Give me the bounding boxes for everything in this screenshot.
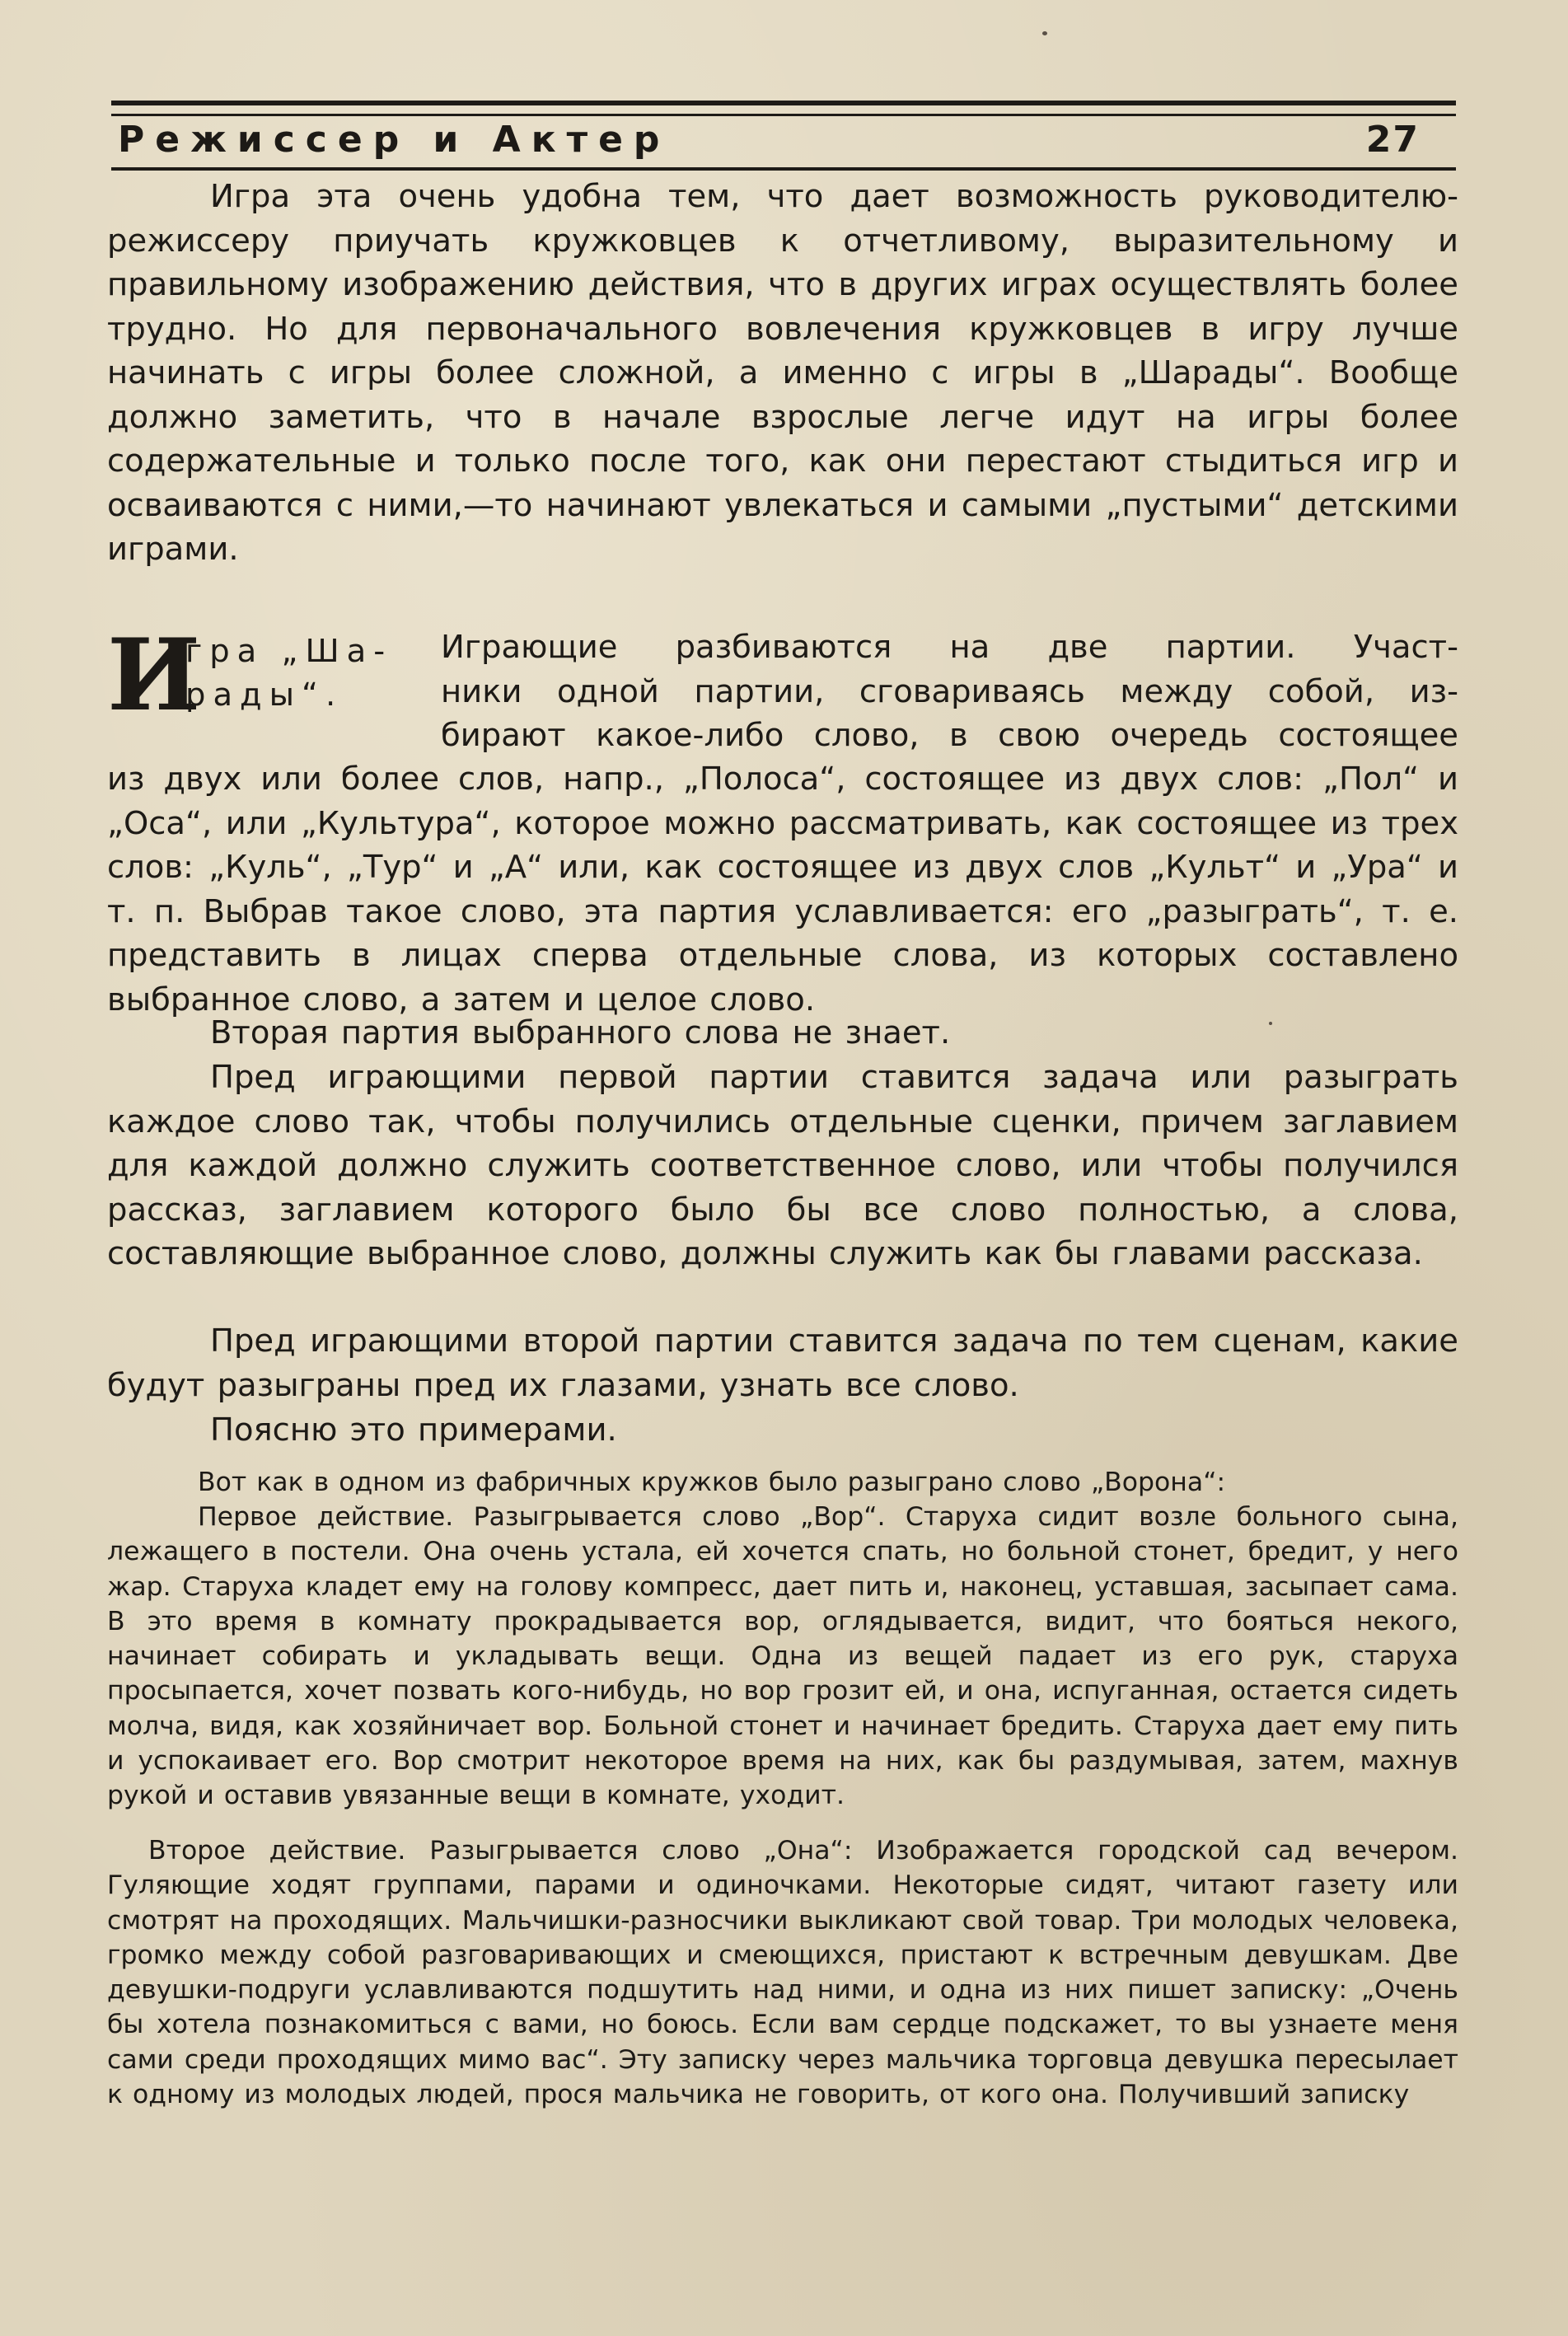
paragraph-rules-start [441,625,1458,758]
page-number: 27 [1365,119,1420,161]
paragraph-line: бирают какое-либо слово, в свою очередь состоящее [441,717,1458,754]
header-rule-bottom [111,167,1456,171]
paragraph-first-party-task: Пред играющими первой партии ставится задача или разыграть каждое слово так, чтобы получились отдельные сценки, причем заглавием для каждой должно служить соответственное слово, или чтобы получился рассказ, заглавием которого было бы все слово полностью, а слова, составляющие выбранное слово, должны служить как бы главами рассказа. [107,1059,1458,1272]
paragraph-second-party: Вторая партия выбранного слова не знает. [210,1014,951,1051]
section-heading [107,617,437,733]
section-heading-line-2: рады“. [185,676,344,714]
example-intro: Вот как в одном из фабричных кружков было разыграно слово „Ворона“: [198,1468,1226,1497]
running-title: Режиссер и Актер [118,119,671,161]
paragraph-examples-intro: Поясню это примерами. [210,1411,617,1449]
example-first-act: Первое действие. Разыгрывается слово „Вор“. Старуха сидит возле больного сына, лежащего в постели. Она очень устала, ей хочется спать, но больной стонет, бредит, у него жар. Старуха кладет ему на голову компресс, дает пить и, наконец, уставшая, засыпает сама. В это время в комнату прокрадывается вор, оглядывается, видит, что бояться некого, начинает собирать и укладывать вещи. Одна из вещей падает из его рук, старуха просыпается, хочет позвать кого-нибудь, но вор грозит ей, и она, испуганная, остается сидеть молча, видя, как хозяйничает вор. Больной стонет и начинает бредить. Старуха дает ему пить и успокаивает его. Вор смотрит некоторое время на них, как бы раздумывая, затем, махнув рукой и оставив увязанные вещи в комнате, уходит. [107,1502,1458,1811]
paper-speck [1269,1022,1272,1025]
paragraph-rules-continued: из двух или более слов, напр., „Полоса“, состоящее из двух слов: „Пол“ и „Оса“, или „Культура“, которое можно рассматривать, как состоящее из трех слов: „Куль“, „Тур“ и „А“ или, как состоящее из двух слов „Культ“ и „Ура“ и т. п. Выбрав такое слово, эта партия уславливается: его „разыграть“, т. е. представить в лицах сперва отдельные слова, из которых составлено выбранное слово, а затем и целое слово. [107,761,1458,1018]
section-heading-line-1: гра „Ша- [185,633,393,670]
paragraph-line: Играющие разбиваются на две партии. Участ- [441,629,1458,666]
running-header [118,115,1420,165]
header-rule-top [111,101,1456,105]
paragraph-line: ники одной партии, сговариваясь между собой, из- [441,672,1458,710]
example-second-act: Второе действие. Разыгрывается слово „Она“: Изображается городской сад вечером. Гуляющие ходят группами, парами и одиночками. Некоторые сидят, читают газету или смотрят на проходящих. Мальчишки-разносчики выкликают свой товар. Три молодых человека, громко между собой разговаривающих и смеющихся, пристают к встречным девушкам. Две девушки-подруги уславливаются подшутить над ними, и одна из них пишет записку: „Очень бы хотела познакомиться с вами, но боюсь. Если вам сердце подскажет, то вы узнаете меня сами среди проходящих мимо вас“. Эту записку через мальчика торговца девушка пересылает к одному из молодых людей, прося мальчика не говорить, от кого она. Получивший записку [107,1836,1458,2110]
drop-cap: И [107,617,201,733]
paragraph-second-party-task: Пред играющими второй партии ставится задача по тем сценам, какие будут разыграны пред их глазами, узнать все слово. [107,1322,1458,1404]
paragraph-intro: Игра эта очень удобна тем, что дает возможность руководителю-режиссеру приучать кружковцев к отчетливому, выразительному и правильному изображению действия, что в других играх осуществлять более трудно. Но для первоначального вовлечения кружковцев в игру лучше начинать с игры более сложной, а именно с игры в „Шарады“. Вообще должно заметить, что в начале взрослые легче идут на игры более содержательные и только после того, как они перестают стыдиться игр и осваиваются с ними,—то начинают увлекаться и самыми „пустыми“ детскими играми. [107,178,1458,568]
paper-speck [1042,31,1047,35]
